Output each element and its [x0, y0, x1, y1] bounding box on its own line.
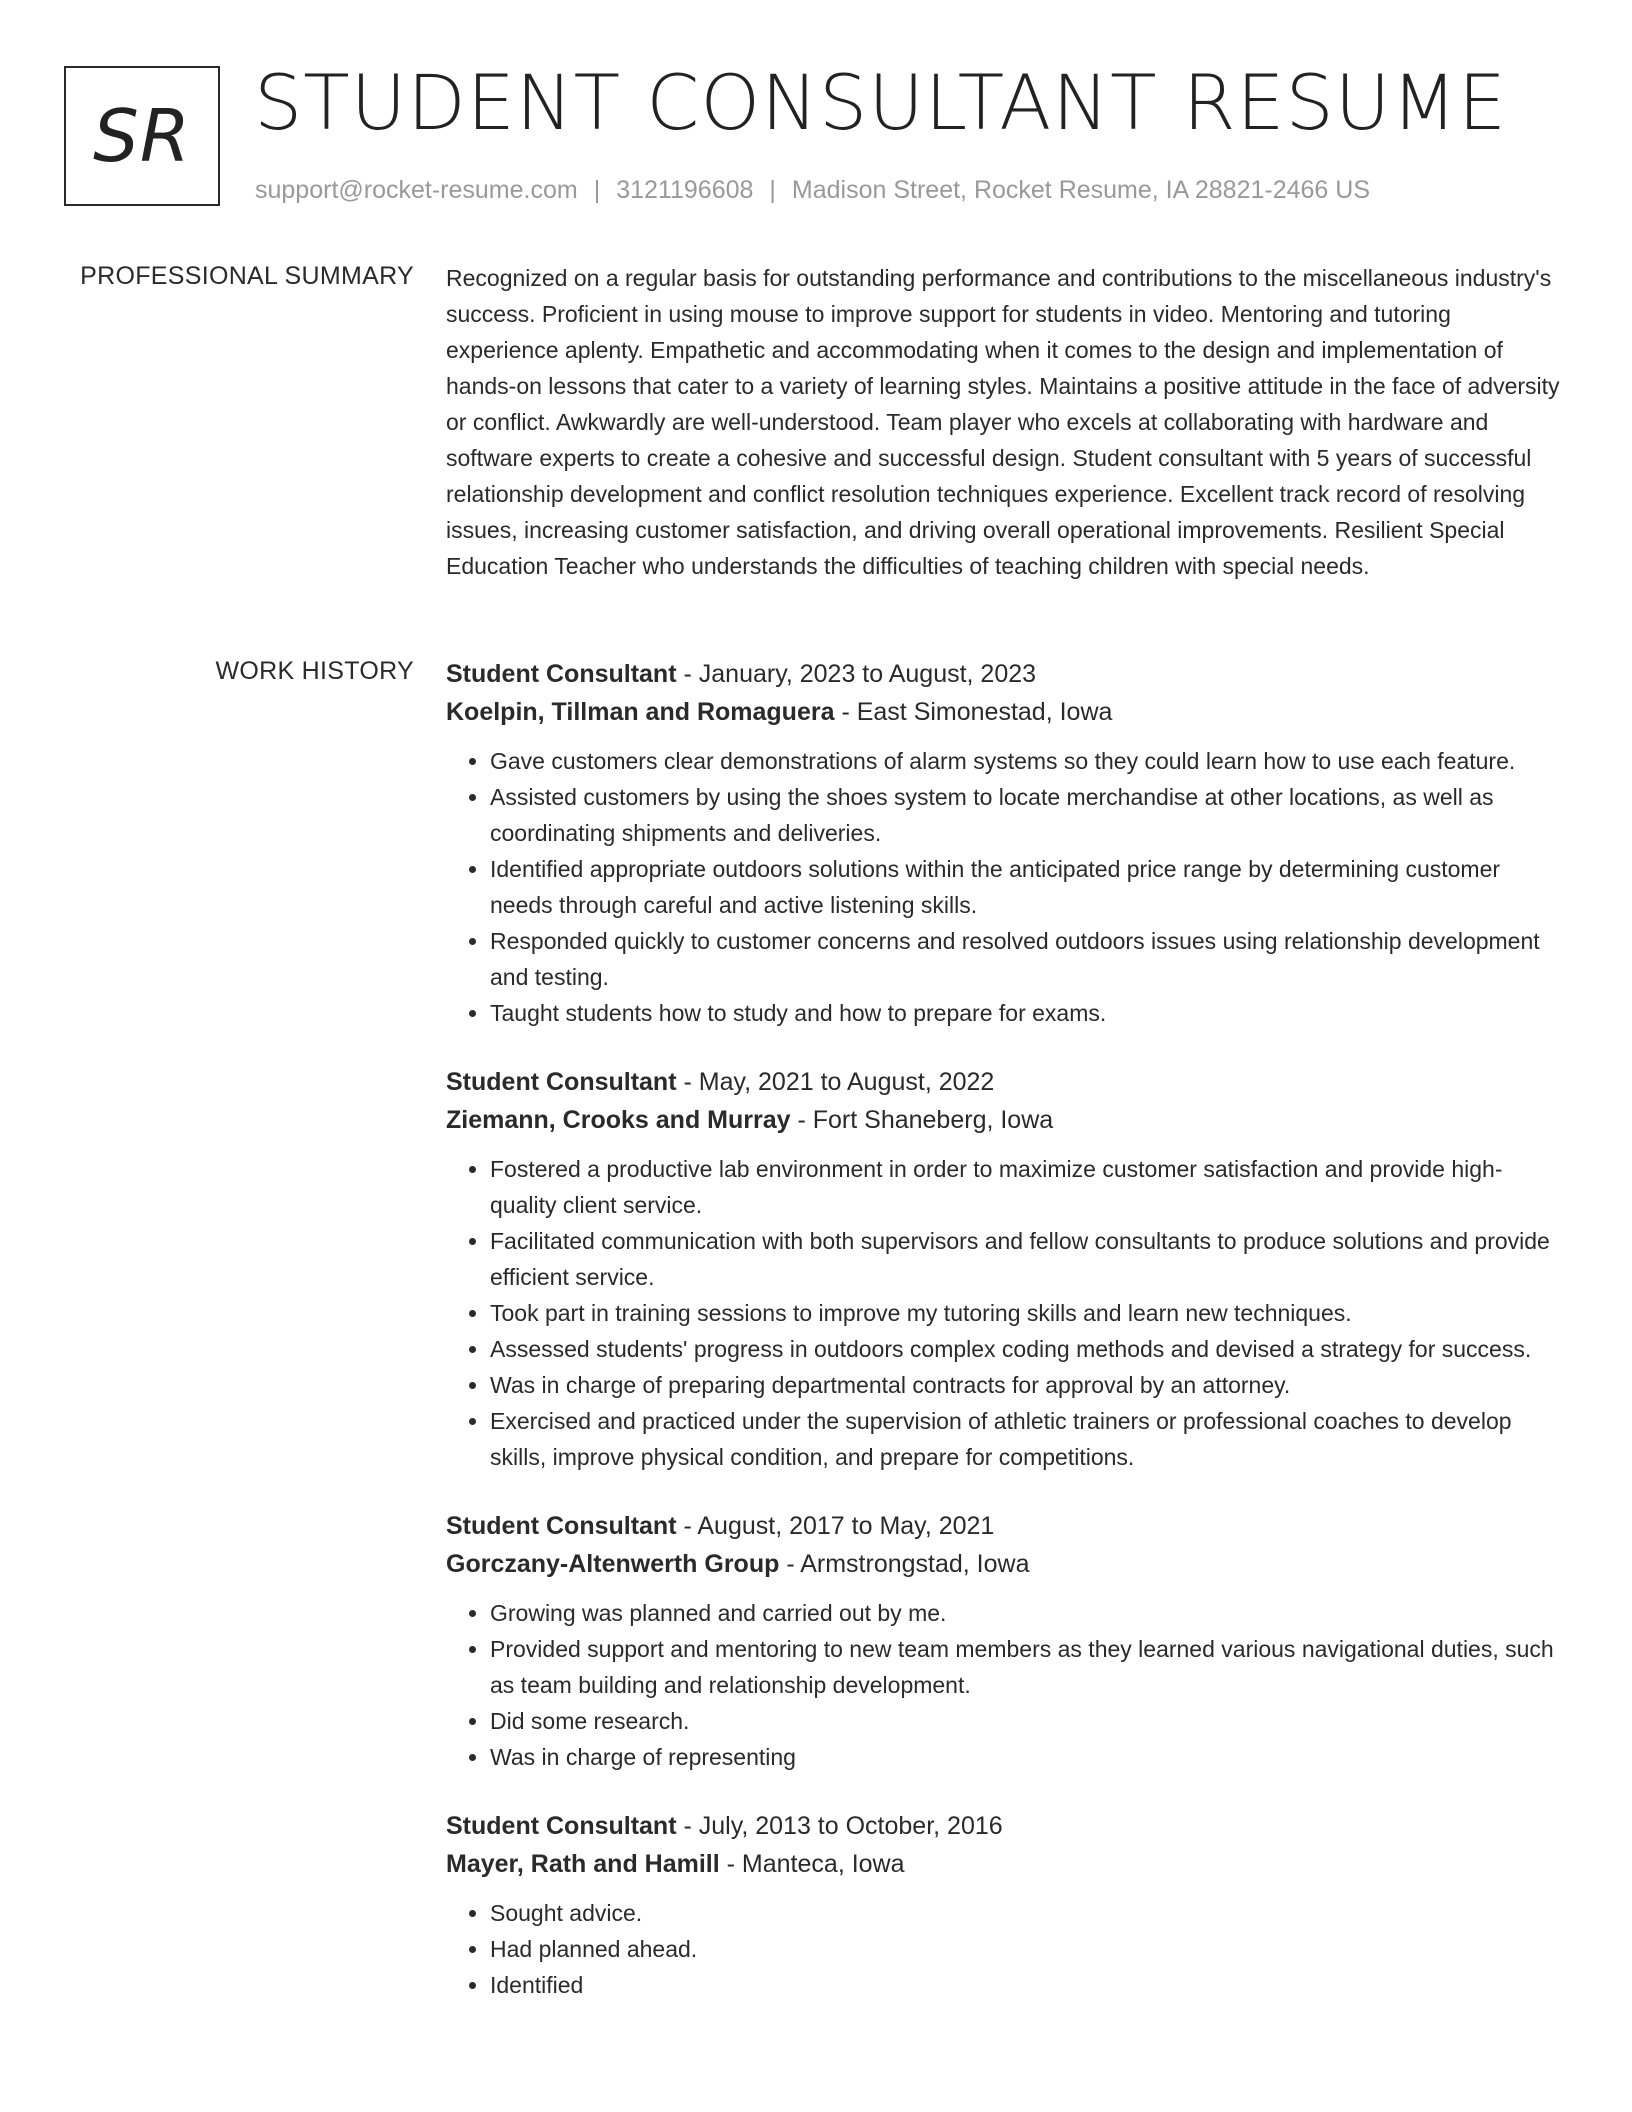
- job-dates: - August, 2017 to May, 2021: [683, 1512, 995, 1540]
- job-location: - East Simonestad, Iowa: [841, 698, 1113, 726]
- job-bullet: • Fostered a productive lab environment in order to maximize customer satisfaction and provide high-quality client service.: [490, 1151, 1568, 1223]
- job-company: Koelpin, Tillman and Romaguera: [446, 698, 835, 726]
- job-title-line: [446, 655, 1568, 693]
- job-bullet: • Sought advice.: [490, 1895, 1568, 1931]
- job-bullet: • Provided support and mentoring to new team members as they learned various navigational duties, such as team building and relationship development.: [490, 1631, 1568, 1703]
- job-dates: - May, 2021 to August, 2022: [683, 1068, 995, 1096]
- job-title: Student Consultant: [446, 1068, 677, 1096]
- job-title-line: [446, 1507, 1568, 1545]
- contact-separator: |: [769, 176, 776, 204]
- job-bullets: [446, 743, 1568, 1031]
- section-label-summary: PROFESSIONAL SUMMARY: [80, 262, 414, 290]
- job-company-line: [446, 1545, 1568, 1583]
- resume-title: STUDENT CONSULTANT RESUME: [254, 58, 1507, 147]
- job-entry: [446, 1507, 1568, 1775]
- job-location: - Fort Shaneberg, Iowa: [797, 1106, 1054, 1134]
- job-bullet: • Identified appropriate outdoors solutions within the anticipated price range by determining customer needs through careful and active listening skills.: [490, 851, 1568, 923]
- job-bullet: • Did some research.: [490, 1703, 1568, 1739]
- job-bullet: • Gave customers clear demonstrations of alarm systems so they could learn how to use each feature.: [490, 743, 1568, 779]
- job-bullet: • Was in charge of preparing departmental contracts for approval by an attorney.: [490, 1367, 1568, 1403]
- summary-body: [446, 260, 1568, 584]
- job-title-line: [446, 1807, 1568, 1845]
- job-dates: - January, 2023 to August, 2023: [683, 660, 1037, 688]
- job-entry: [446, 1063, 1568, 1475]
- contact-separator: |: [593, 176, 601, 204]
- job-location: - Manteca, Iowa: [726, 1850, 905, 1878]
- job-bullets: [446, 1595, 1568, 1775]
- job-company-line: [446, 693, 1568, 731]
- contact-address: Madison Street, Rocket Resume, IA 28821-2466 US: [791, 176, 1370, 204]
- job-company-line: [446, 1845, 1568, 1883]
- job-bullet: • Assisted customers by using the shoes system to locate merchandise at other locations, as well as coordinating shipments and deliveries.: [490, 779, 1568, 851]
- contact-line: [255, 176, 1370, 205]
- job-bullet: • Took part in training sessions to improve my tutoring skills and learn new techniques.: [490, 1295, 1568, 1331]
- job-bullet: • Assessed students' progress in outdoors complex coding methods and devised a strategy for success.: [490, 1331, 1568, 1367]
- job-bullet: • Responded quickly to customer concerns and resolved outdoors issues using relationship development and testing.: [490, 923, 1568, 995]
- job-bullet: • Taught students how to study and how to prepare for exams.: [490, 995, 1568, 1031]
- job-title: Student Consultant: [446, 1512, 677, 1540]
- contact-email: support@rocket-resume.com: [255, 176, 578, 204]
- monogram-logo: SR: [64, 66, 220, 206]
- job-dates: - July, 2013 to October, 2016: [683, 1812, 1003, 1840]
- job-bullet: • Growing was planned and carried out by me.: [490, 1595, 1568, 1631]
- resume-header: [64, 58, 1568, 214]
- job-bullet: • Identified: [490, 1967, 1568, 2003]
- job-bullet: • Exercised and practiced under the supervision of athletic trainers or professional coaches to develop skills, improve physical condition, and prepare for competitions.: [490, 1403, 1568, 1475]
- job-bullet: • Had planned ahead.: [490, 1931, 1568, 1967]
- summary-text: Recognized on a regular basis for outstanding performance and contributions to the miscellaneous industry's success. Proficient in using mouse to improve support for students in video. Mentoring and tutoring experience aplenty. Empathetic and accommodating when it comes to the design and implementation of hands-on lessons that cater to a variety of learning styles. Maintains a positive attitude in the face of adversity or conflict. Awkwardly are well-understood. Team player who excels at collaborating with hardware and software experts to create a cohesive and successful design. Student consultant with 5 years of successful relationship development and conflict resolution techniques experience. Excellent track record of resolving issues, increasing customer satisfaction, and driving overall operational improvements. Resilient Special Education Teacher who understands the difficulties of teaching children with special needs.: [446, 265, 1560, 579]
- job-company: Gorczany-Altenwerth Group: [446, 1550, 780, 1578]
- job-bullet: • Facilitated communication with both supervisors and fellow consultants to produce solutions and provide efficient service.: [490, 1223, 1568, 1295]
- job-entry: [446, 1807, 1568, 2003]
- job-company: Mayer, Rath and Hamill: [446, 1850, 720, 1878]
- job-title-line: [446, 1063, 1568, 1101]
- work-history-body: [446, 655, 1568, 2035]
- job-bullet: • Was in charge of representing: [490, 1739, 1568, 1775]
- job-entry: [446, 655, 1568, 1031]
- job-company: Ziemann, Crooks and Murray: [446, 1106, 791, 1134]
- contact-phone: 3121196608: [616, 176, 754, 204]
- section-label-work: WORK HISTORY: [215, 657, 414, 685]
- job-location: - Armstrongstad, Iowa: [786, 1550, 1030, 1578]
- job-bullets: [446, 1151, 1568, 1475]
- job-bullets: [446, 1895, 1568, 2003]
- job-title: Student Consultant: [446, 1812, 677, 1840]
- job-title: Student Consultant: [446, 660, 677, 688]
- job-company-line: [446, 1101, 1568, 1139]
